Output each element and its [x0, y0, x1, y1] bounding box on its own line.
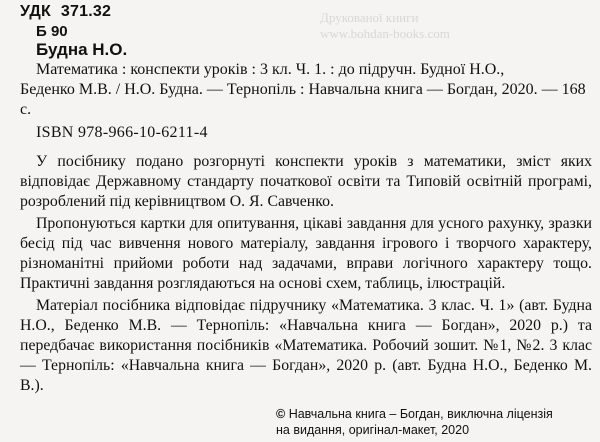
copyright-symbol: ©: [276, 407, 286, 421]
bleed-through-watermark: [320, 10, 550, 41]
copyright-line-1: Навчальна книга – Богдан, виключна ліцензія: [288, 407, 553, 421]
biblio-rest: Беденко М.В. / Н.О. Будна. — Тернопіль : Навчальна книга — Богдан, 2020. — 168 с.: [20, 81, 586, 118]
isbn-number: ISBN 978-966-10-6211-4: [36, 124, 208, 141]
biblio-title-line: Математика : конспекти уроків : 3 кл. Ч. 1. : до підручн. Будної Н.О.,: [36, 61, 505, 78]
copyright-line-2: на видання, оригінал-макет, 2020: [276, 423, 470, 437]
copyright-notice: [276, 406, 596, 438]
annotation-paragraph-1: У посібнику подано розгорнуті конспекти уроків з математики, зміст яких відповідає Державному стандарту початкової освіти та Типовій освітній програмі, розроблений під керівництвом О. Я. Савченко.: [20, 153, 592, 210]
udk-code: 371.32: [60, 3, 112, 20]
bibliographic-description: [20, 60, 588, 120]
annotation-paragraph-3: Матеріал посібника відповідає підручнику «Математика. 3 клас. Ч. 1» (авт. Будна Н.О., Беденко М.В. — Тернопіль: «Навчальна книга — Богдан», 2020 р.) та передбачає використання посібників «Математика. Робочий зошит. №1, №2. 3 клас — Тернопіль: «Навчальна книга — Богдан», 2020 р. (авт. Будна Н.О., Беденко М. В.).: [20, 297, 592, 394]
watermark-line-2: www.bohdan-books.com: [320, 25, 450, 41]
author-heading: Будна Н.О.: [36, 40, 128, 59]
udk-label: УДК: [20, 3, 51, 20]
udk-classification: [20, 3, 111, 21]
annotation-paragraph-2: Пропонуються картки для опитування, цікаві завдання для усного рахунку, зразки бесід під час вивчення нового матеріалу, завдання ігрового і творчого характеру, різноманітні прийоми роботи над задачами, вправи логічного характеру тощо. Практичні завдання розглядаються на основі схем, таблиць, ілюстрацій.: [20, 215, 592, 292]
watermark-line-1: Друкованої книги: [320, 10, 419, 25]
annotation: [20, 152, 592, 396]
author-sign-code: Б 90: [36, 23, 68, 40]
